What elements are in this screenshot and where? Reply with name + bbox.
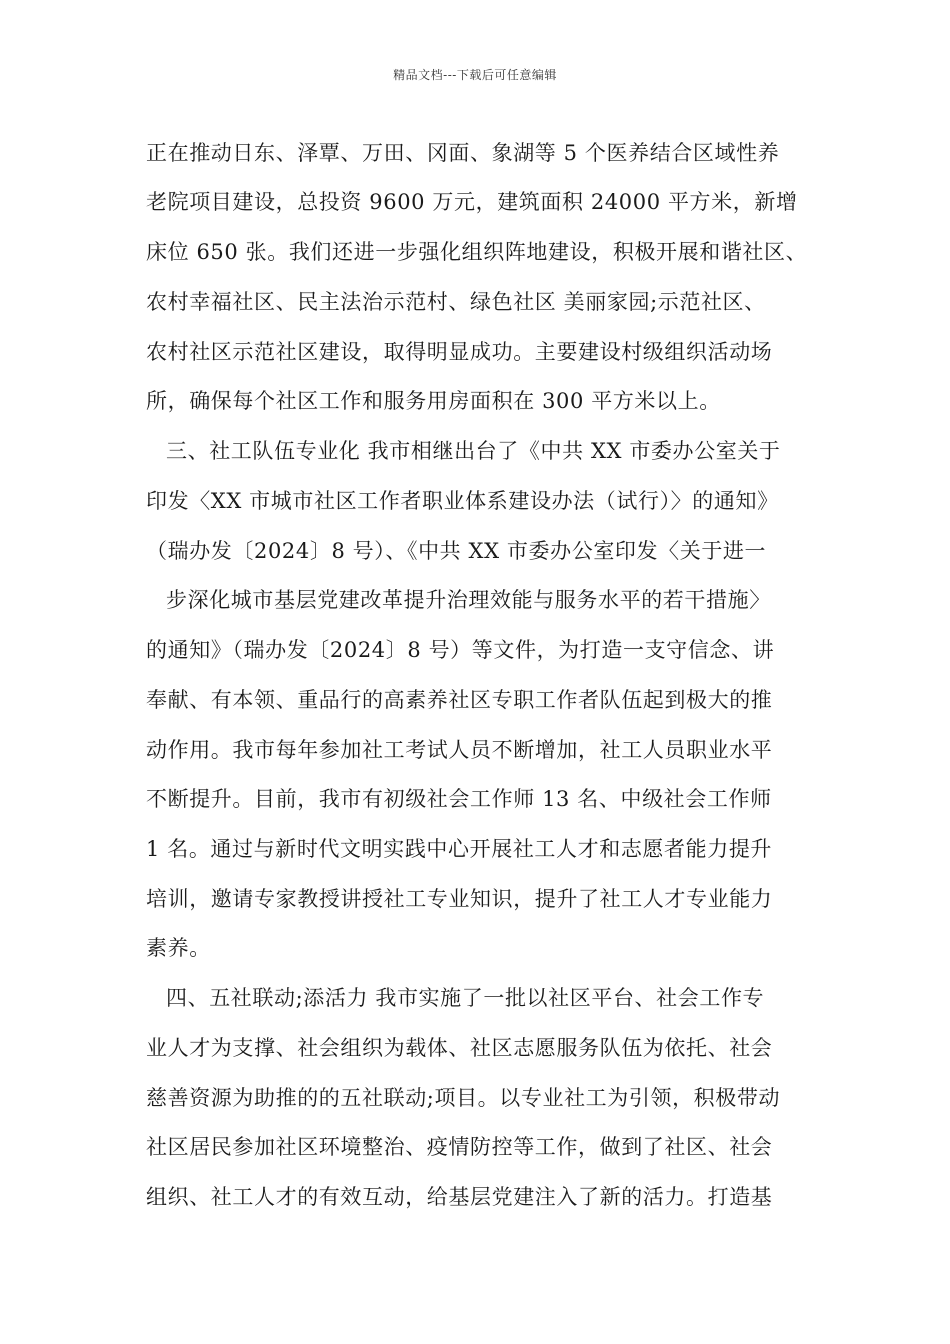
page-header: 精品文档---下载后可任意编辑 [393,68,557,82]
section-heading-line: 三、社工队伍专业化 我市相继出台了《中共 XX 市委办公室关于 [166,439,781,463]
text-line: 老院项目建设，总投资 9600 万元，建筑面积 24000 平方米，新增 [146,190,798,214]
text-line: 的通知》（瑞办发〔2024〕8 号）等文件，为打造一支守信念、讲 [146,638,775,662]
text-line: 动作用。我市每年参加社工考试人员不断增加，社工人员职业水平 [146,738,773,762]
text-line: 素养。 [146,936,211,960]
text-line: 慈善资源为助推的的五社联动;项目。以专业社工为引领，积极带动 [146,1086,781,1110]
text-line: 奉献、有本领、重品行的高素养社区专职工作者队伍起到极大的推 [146,688,773,712]
text-line: 正在推动日东、泽覃、万田、冈面、象湖等 5 个医养结合区域性养 [146,141,780,165]
section-heading-line: 四、五社联动;添活力 我市实施了一批以社区平台、社会工作专 [166,986,765,1010]
text-line: 1 名。通过与新时代文明实践中心开展社工人才和志愿者能力提升 [146,837,773,861]
text-line: 组织、社工人才的有效互动，给基层党建注入了新的活力。打造基 [146,1185,773,1209]
text-line: 农村幸福社区、民主法治示范村、绿色社区 美丽家园;示范社区、 [146,290,766,314]
text-line: （瑞办发〔2024〕8 号）、《中共 XX 市委办公室印发〈关于进一 [146,539,767,563]
text-line: 所，确保每个社区工作和服务用房面积在 300 平方米以上。 [146,389,721,413]
text-line: 农村社区示范社区建设，取得明显成功。主要建设村级组织活动场 [146,340,773,364]
text-line: 社区居民参加社区环境整治、疫情防控等工作，做到了社区、社会 [146,1135,773,1159]
text-line: 步深化城市基层党建改革提升治理效能与服务水平的若干措施〉 [166,588,771,612]
text-line: 印发〈XX 市城市社区工作者职业体系建设办法（试行）〉的通知》 [146,489,779,513]
text-line: 业人才为支撑、社会组织为载体、社区志愿服务队伍为依托、社会 [146,1036,773,1060]
text-line: 培训，邀请专家教授讲授社工专业知识，提升了社工人才专业能力 [146,887,773,911]
text-line: 床位 650 张。我们还进一步强化组织阵地建设，积极开展和谐社区、 [146,240,808,264]
text-line: 不断提升。目前，我市有初级社会工作师 13 名、中级社会工作师 [146,787,772,811]
